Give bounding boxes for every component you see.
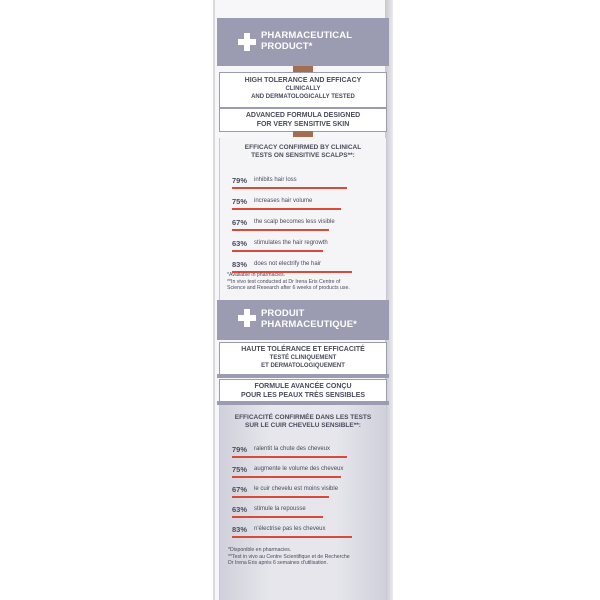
en-stat-percent: 63% — [232, 239, 248, 248]
fr-stat-row — [232, 485, 382, 501]
en-stat-text: the scalp becomes less visible — [254, 219, 335, 225]
en-stat-row — [232, 239, 382, 255]
fr-stat-text: augmente le volume des cheveux — [254, 466, 344, 472]
en-stat-percent: 67% — [232, 218, 248, 227]
fr-stat-bar — [232, 516, 323, 518]
en-stat-text: inhibits hair loss — [254, 177, 297, 183]
fr-stat-percent: 67% — [232, 485, 248, 494]
en-stat-percent: 79% — [232, 176, 248, 185]
fr-formula-line1: FORMULE AVANCÉE CONÇU — [254, 383, 352, 390]
fr-header-line2: PHARMACEUTIQUE* — [261, 319, 357, 330]
fr-stat-bar — [232, 456, 347, 458]
en-stat-row — [232, 197, 382, 213]
fr-stat-bar — [232, 476, 341, 478]
en-brown-accent-2 — [293, 131, 313, 137]
fr-header-title — [261, 308, 357, 330]
en-footnotes — [227, 272, 377, 292]
fr-footnote-2: **Test in vivo au Centre Scientifique et de Recherche — [228, 553, 350, 560]
en-header — [217, 18, 389, 66]
fr-header — [217, 300, 389, 340]
fr-formula-section — [219, 379, 387, 403]
en-stat-bar — [232, 229, 329, 231]
fr-tolerance-text: HAUTE TOLÉRANCE ET EFFICACITÉ — [241, 346, 365, 353]
fr-footnote-3: Dr Irena Eris après 6 semaines d'utilisation. — [228, 560, 328, 566]
en-efficacy-title — [220, 144, 386, 160]
en-efficacy-title-line2: TESTS ON SENSITIVE SCALPS**: — [251, 152, 355, 159]
en-footnote-1: *Available in pharmacies. — [227, 272, 286, 278]
en-formula-line1: ADVANCED FORMULA DESIGNED — [245, 112, 361, 119]
en-stat-percent: 75% — [232, 197, 248, 206]
en-header-line1: PHARMACEUTICAL — [261, 30, 353, 41]
en-stat-bar — [232, 187, 347, 189]
fr-divider-1 — [217, 374, 389, 378]
fr-tested-line1: TESTÉ CLINIQUEMENT — [269, 355, 337, 361]
fr-stat-text: ralentit la chute des cheveux — [254, 446, 331, 452]
fr-footnote-1: *Disponible en pharmacies. — [228, 547, 292, 553]
fr-stat-row — [232, 525, 382, 541]
product-box-side — [213, 0, 393, 600]
fr-efficacy-title — [220, 414, 386, 430]
en-tested-line2: AND DERMATOLOGICALLY TESTED — [251, 94, 355, 100]
en-stat-row — [232, 176, 382, 192]
en-header-line2: PRODUCT* — [261, 41, 313, 52]
plus-icon — [237, 32, 257, 52]
en-footnote-3: Science and Research after 6 weeks of products use. — [227, 285, 350, 291]
fr-efficacy-title-line2: SUR LE CUIR CHEVELU SENSIBLE**: — [245, 422, 361, 429]
fr-tolerance-section — [219, 342, 387, 376]
fr-stat-text: le cuir chevelu est moins visible — [254, 486, 339, 492]
en-stat-text: stimulates the hair regrowth — [254, 240, 328, 246]
en-stat-text: increases hair volume — [254, 198, 313, 204]
fr-stat-text: stimule la repousse — [254, 506, 306, 512]
fr-tested-line2: ET DERMATOLOGIQUEMENT — [261, 363, 345, 369]
en-formula-section — [219, 108, 387, 132]
fr-efficacy-panel — [219, 405, 387, 600]
fr-stat-bar — [232, 496, 329, 498]
fr-stat-row — [232, 445, 382, 461]
fr-stat-percent: 83% — [232, 525, 248, 534]
fr-footnotes — [228, 547, 378, 567]
fr-stat-percent: 63% — [232, 505, 248, 514]
en-footnote-2: **In vivo test conducted at Dr Irena Eris Centre of — [227, 278, 341, 285]
en-stat-text: does not electrify the hair — [254, 261, 322, 267]
en-stat-row — [232, 218, 382, 234]
fr-stat-text: n'électrise pas les cheveux — [254, 526, 326, 532]
en-stat-percent: 83% — [232, 260, 248, 269]
fr-stat-percent: 79% — [232, 445, 248, 454]
en-formula-line2: FOR VERY SENSITIVE SKIN — [256, 121, 350, 128]
fr-stat-percent: 75% — [232, 465, 248, 474]
fr-formula-line2: POUR LES PEAUX TRÈS SENSIBLES — [240, 392, 366, 399]
en-stat-bar — [232, 250, 323, 252]
fr-stat-bar — [232, 536, 352, 538]
plus-icon — [237, 308, 257, 328]
en-header-title — [261, 30, 352, 52]
en-tolerance-text: HIGH TOLERANCE AND EFFICACY — [244, 77, 362, 84]
en-stat-bar — [232, 208, 341, 210]
en-tolerance-section — [219, 72, 387, 108]
fr-header-line1: PRODUIT — [261, 308, 305, 319]
en-tested-line1: CLINICALLY — [285, 86, 321, 92]
fr-stat-row — [232, 505, 382, 521]
fr-stat-row — [232, 465, 382, 481]
en-efficacy-title-line1: EFFICACY CONFIRMED BY CLINICAL — [244, 144, 362, 151]
fr-efficacy-title-line1: EFFICACITÉ CONFIRMÉE DANS LES TESTS — [234, 414, 372, 421]
